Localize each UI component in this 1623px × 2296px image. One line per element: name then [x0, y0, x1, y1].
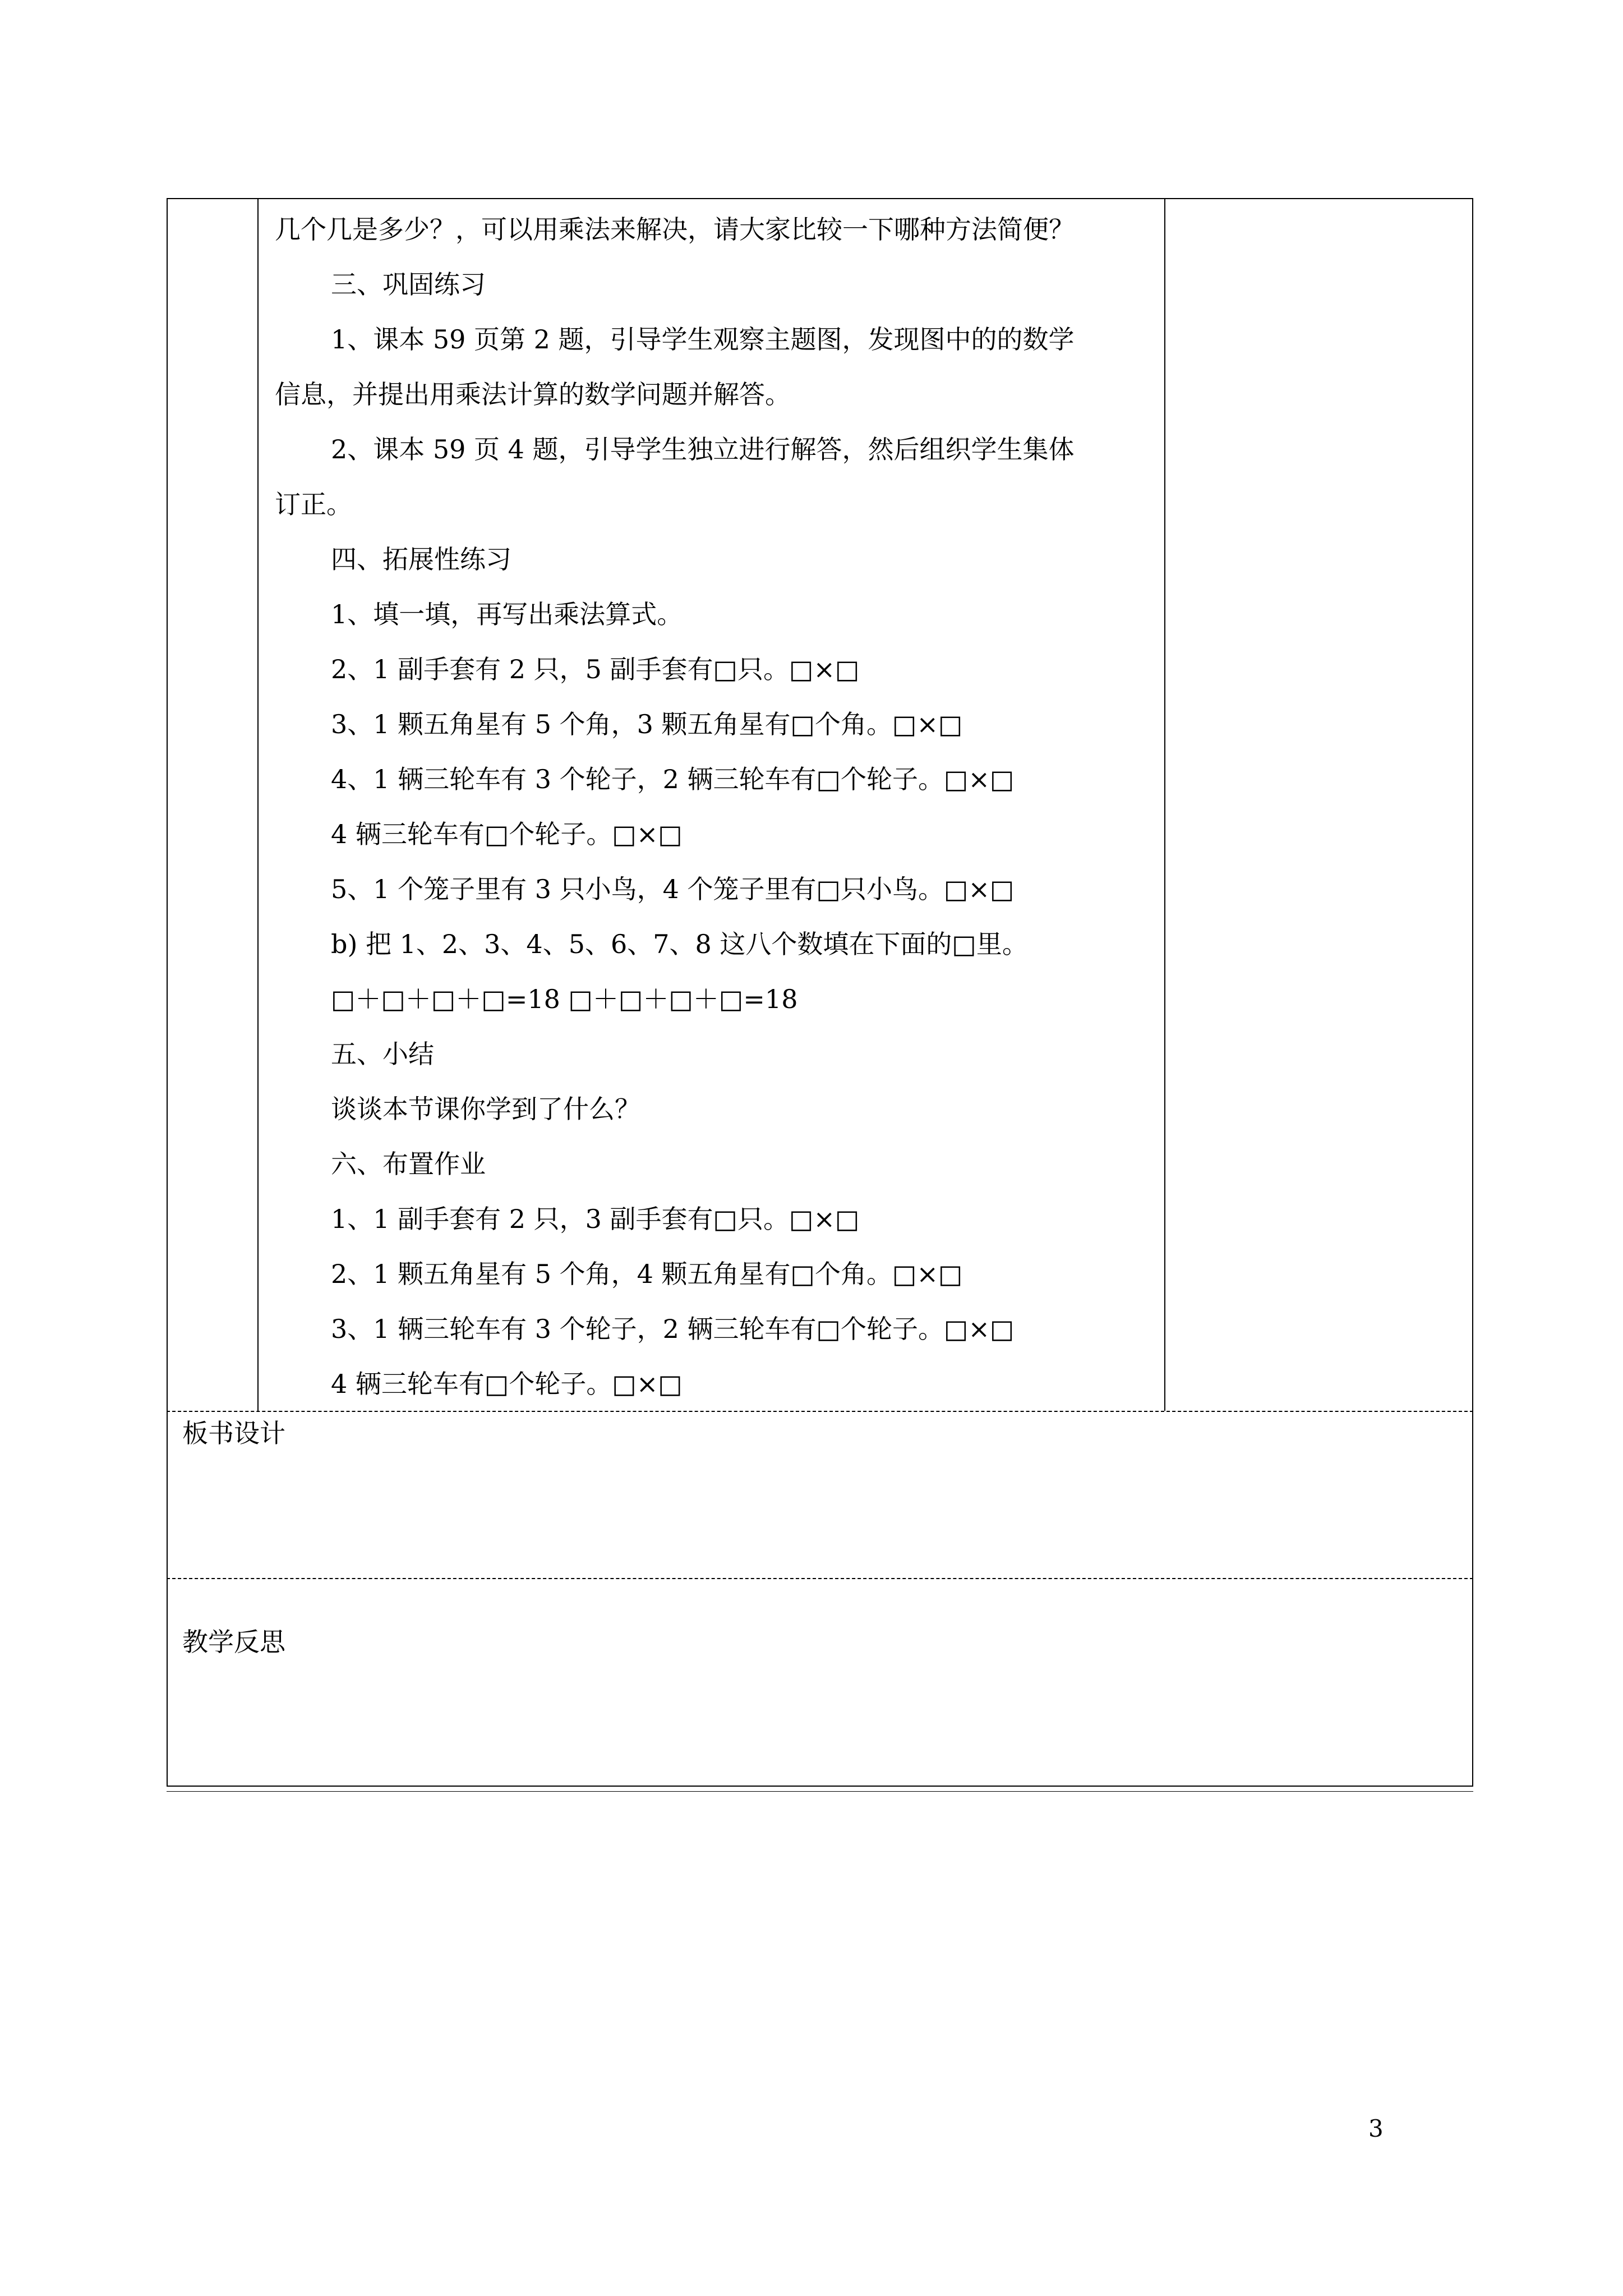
table-bottom-border [167, 1786, 1473, 1787]
section-heading: 三、巩固练习 [331, 269, 486, 300]
text-line: 2、1 副手套有 2 只，5 副手套有□只。□×□ [331, 654, 860, 684]
text-line: 4 辆三轮车有□个轮子。□×□ [331, 819, 683, 849]
page-number: 3 [1368, 2115, 1384, 2142]
teaching-reflection-label: 教学反思 [182, 1627, 285, 1657]
text-line: 5、1 个笼子里有 3 只小鸟，4 个笼子里有□只小鸟。□×□ [331, 874, 1015, 904]
text-line: 几个几是多少？，可以用乘法来解决，请大家比较一下哪种方法简便？ [275, 214, 1075, 245]
text-line: 2、课本 59 页 4 题，引导学生独立进行解答，然后组织学生集体 [331, 434, 1075, 464]
text-line: b) 把 1、2、3、4、5、6、7、8 这八个数填在下面的□里。 [331, 929, 1028, 959]
text-line: 订正。 [275, 489, 352, 519]
section-heading: 六、布置作业 [331, 1149, 486, 1179]
column-divider-left [257, 198, 259, 1411]
row-divider-reflection [167, 1578, 1473, 1579]
text-line: 4、1 辆三轮车有 3 个轮子，2 辆三轮车有□个轮子。□×□ [331, 764, 1015, 794]
text-line: 2、1 颗五角星有 5 个角，4 颗五角星有□个角。□×□ [331, 1259, 963, 1289]
text-line: 1、填一填，再写出乘法算式。 [331, 599, 683, 629]
row-divider-board-design [167, 1411, 1473, 1412]
text-line: 谈谈本节课你学到了什么？ [331, 1094, 640, 1124]
table-bottom-border-double [167, 1791, 1473, 1792]
table-right-border [1472, 198, 1473, 1787]
text-line: 信息，并提出用乘法计算的数学问题并解答。 [275, 379, 791, 409]
text-line: 3、1 颗五角星有 5 个角，3 颗五角星有□个角。□×□ [331, 709, 963, 739]
table-left-border [167, 198, 168, 1787]
table-top-border [167, 198, 1473, 199]
text-line: 4 辆三轮车有□个轮子。□×□ [331, 1369, 683, 1399]
section-heading: 四、拓展性练习 [331, 544, 511, 574]
section-heading: 五、小结 [331, 1039, 434, 1069]
text-line: □＋□＋□＋□=18 □＋□＋□＋□=18 [331, 984, 798, 1014]
text-line: 1、课本 59 页第 2 题，引导学生观察主题图，发现图中的的数学 [331, 324, 1075, 355]
board-design-label: 板书设计 [182, 1418, 285, 1448]
text-line: 1、1 副手套有 2 只，3 副手套有□只。□×□ [331, 1204, 860, 1234]
column-divider-right [1164, 198, 1165, 1411]
text-line: 3、1 辆三轮车有 3 个轮子，2 辆三轮车有□个轮子。□×□ [331, 1314, 1015, 1344]
